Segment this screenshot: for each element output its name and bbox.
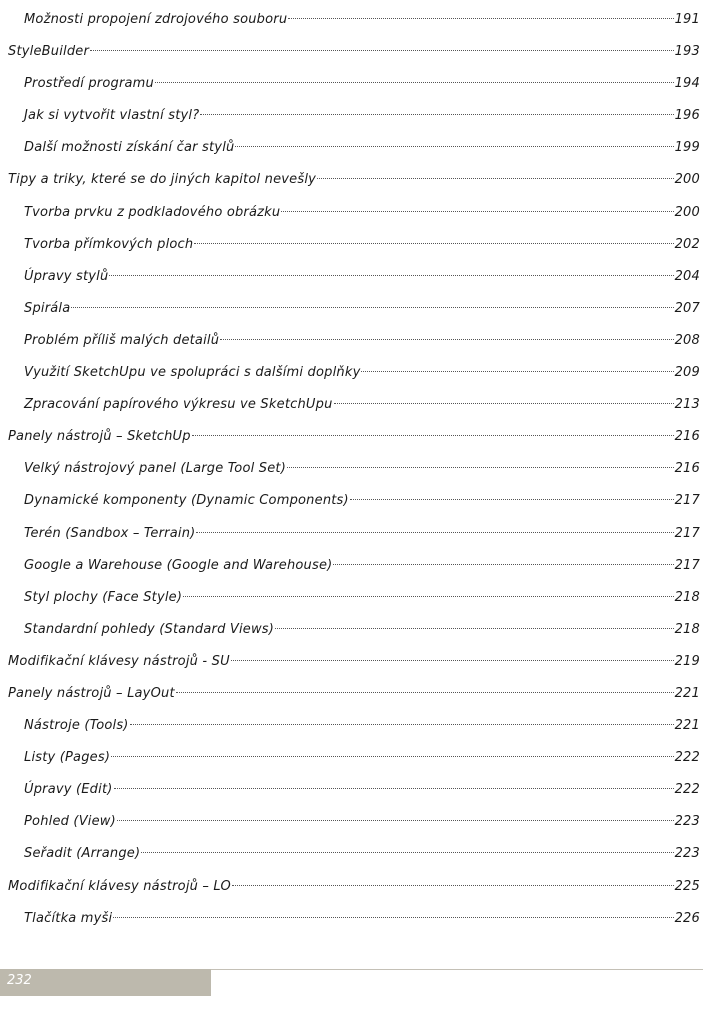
toc-dot-leader	[130, 724, 674, 725]
toc-entry	[0, 518, 721, 550]
toc-entry-page: 225	[674, 878, 700, 894]
toc-entry-title: Problém příliš malých detailů	[24, 332, 220, 348]
toc-dot-leader	[114, 788, 674, 789]
toc-entry-page: 217	[674, 525, 700, 541]
toc-entry-title: Úpravy (Edit)	[24, 782, 113, 798]
toc-entry-title: Možnosti propojení zdrojového souboru	[24, 12, 288, 27]
toc-dot-leader	[275, 628, 674, 629]
toc-dot-leader	[333, 564, 673, 565]
toc-entry	[0, 774, 721, 806]
toc-entry-page: 223	[674, 846, 700, 862]
toc-dot-leader	[361, 371, 673, 372]
toc-dot-leader	[194, 243, 673, 244]
toc-entry-title: Pohled (View)	[24, 814, 116, 830]
toc-entry	[0, 389, 721, 421]
toc-entry	[0, 357, 721, 389]
toc-dot-leader	[183, 596, 673, 597]
toc-entry-page: 219	[674, 653, 700, 669]
toc-entry-title: Velký nástrojový panel (Large Tool Set)	[24, 461, 286, 477]
toc-entry	[0, 710, 721, 742]
toc-entry-title: Tvorba přímkových ploch	[24, 236, 194, 252]
toc-dot-leader	[231, 660, 674, 661]
toc-entry	[0, 100, 721, 132]
toc-entry	[0, 325, 721, 357]
toc-entry-page: 223	[674, 814, 700, 830]
toc-dot-leader	[200, 114, 673, 115]
toc-entry-page: 216	[674, 461, 700, 477]
toc-entry	[0, 4, 721, 36]
page-number: 232	[7, 973, 32, 988]
toc-dot-leader	[287, 467, 674, 468]
toc-entry-page: 221	[674, 685, 700, 701]
toc-dot-leader	[109, 275, 673, 276]
toc-entry-page: 218	[674, 589, 700, 605]
toc-entry-title: Listy (Pages)	[24, 750, 111, 766]
toc-entry-title: Google a Warehouse (Google and Warehouse)	[24, 557, 333, 573]
toc-entry	[0, 485, 721, 517]
toc-entry-title: Další možnosti získání čar stylů	[24, 140, 235, 156]
toc-entry-title: Úpravy stylů	[24, 268, 109, 284]
toc-entry-title: Modifikační klávesy nástrojů - SU	[8, 653, 230, 669]
toc-entry-page: 209	[674, 365, 700, 381]
toc-dot-leader	[232, 885, 674, 886]
toc-dot-leader	[113, 917, 673, 918]
toc-entry-title: Prostředí programu	[24, 76, 154, 92]
toc-dot-leader	[111, 756, 673, 757]
toc-entry-page: 218	[674, 621, 700, 637]
toc-dot-leader	[350, 499, 674, 500]
toc-dot-leader	[192, 435, 674, 436]
toc-entry-title: Modifikační klávesy nástrojů – LO	[8, 878, 231, 894]
toc-entry-title: Dynamické komponenty (Dynamic Components)	[24, 493, 349, 509]
toc-entry	[0, 261, 721, 293]
toc-dot-leader	[90, 50, 674, 51]
toc-entry-page: 200	[674, 204, 700, 220]
toc-entry-title: Spirála	[24, 300, 71, 316]
toc-entry-title: Seřadit (Arrange)	[24, 846, 141, 862]
toc-entry-page: 221	[674, 718, 700, 734]
toc-entry	[0, 838, 721, 870]
toc-entry-title: Tvorba prvku z podkladového obrázku	[24, 204, 281, 220]
toc-dot-leader	[317, 178, 674, 179]
toc-entry-page: 213	[674, 397, 700, 413]
toc-dot-leader	[334, 403, 674, 404]
toc-dot-leader	[117, 820, 674, 821]
toc-entry-title: Standardní pohledy (Standard Views)	[24, 621, 275, 637]
toc-entry-page: 200	[674, 172, 700, 188]
toc-entry-page: 222	[674, 782, 700, 798]
toc-entry-page: 216	[674, 429, 700, 445]
toc-entry	[0, 903, 721, 935]
toc-entry-page: 208	[674, 332, 700, 348]
toc-entry-title: Tipy a triky, které se do jiných kapitol nevešly	[8, 172, 317, 188]
table-of-contents	[0, 4, 721, 935]
toc-entry	[0, 36, 721, 68]
toc-entry	[0, 614, 721, 646]
toc-entry-title: Panely nástrojů – SketchUp	[8, 429, 191, 445]
toc-entry-page: 207	[674, 300, 700, 316]
toc-entry	[0, 229, 721, 261]
toc-entry-page: 199	[674, 140, 700, 156]
toc-entry	[0, 164, 721, 196]
toc-entry-page: 191	[674, 12, 700, 27]
toc-entry	[0, 806, 721, 838]
toc-entry-title: Jak si vytvořit vlastní styl?	[24, 108, 200, 124]
toc-dot-leader	[235, 146, 673, 147]
toc-dot-leader	[220, 339, 673, 340]
toc-entry	[0, 550, 721, 582]
toc-entry	[0, 132, 721, 164]
toc-entry-title: Využití SketchUpu ve spolupráci s dalšími doplňky	[24, 365, 361, 381]
toc-entry-page: 204	[674, 268, 700, 284]
toc-entry-page: 222	[674, 750, 700, 766]
toc-entry	[0, 197, 721, 229]
toc-entry	[0, 582, 721, 614]
toc-entry	[0, 742, 721, 774]
toc-entry-title: Nástroje (Tools)	[24, 718, 129, 734]
toc-dot-leader	[141, 852, 673, 853]
toc-entry-title: Zpracování papírového výkresu ve SketchUpu	[24, 397, 333, 413]
toc-entry	[0, 678, 721, 710]
toc-entry-page: 194	[674, 76, 700, 92]
toc-entry	[0, 68, 721, 100]
toc-entry-page: 196	[674, 108, 700, 124]
toc-entry-title: Panely nástrojů – LayOut	[8, 685, 175, 701]
toc-entry	[0, 293, 721, 325]
toc-entry-title: Tlačítka myši	[24, 910, 113, 926]
toc-entry	[0, 453, 721, 485]
toc-dot-leader	[155, 82, 674, 83]
toc-entry-title: Terén (Sandbox – Terrain)	[24, 525, 196, 541]
toc-dot-leader	[281, 211, 673, 212]
toc-dot-leader	[288, 18, 673, 19]
toc-entry	[0, 421, 721, 453]
toc-entry-page: 217	[674, 557, 700, 573]
toc-entry-page: 226	[674, 910, 700, 926]
toc-entry-page: 193	[674, 44, 700, 60]
toc-entry	[0, 646, 721, 678]
toc-dot-leader	[176, 692, 674, 693]
toc-entry-page: 217	[674, 493, 700, 509]
toc-entry	[0, 871, 721, 903]
toc-dot-leader	[71, 307, 673, 308]
toc-entry-title: StyleBuilder	[8, 44, 90, 60]
toc-entry-title: Styl plochy (Face Style)	[24, 589, 183, 605]
toc-dot-leader	[196, 532, 673, 533]
toc-entry-page: 202	[674, 236, 700, 252]
